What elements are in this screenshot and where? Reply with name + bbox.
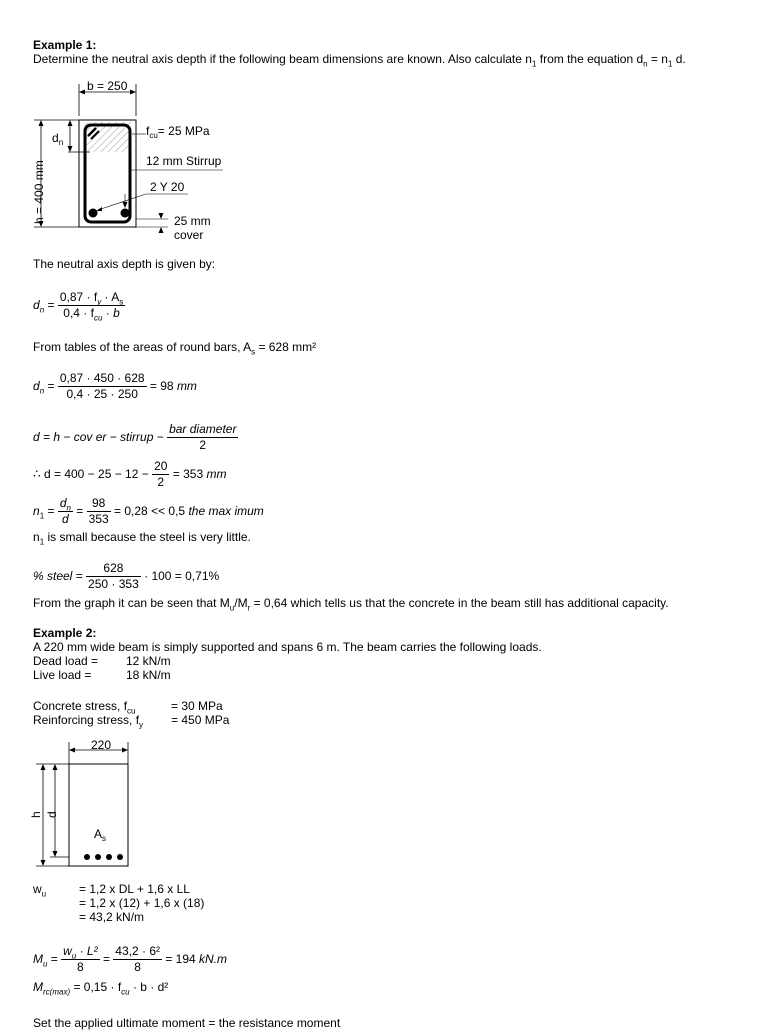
concrete-stress-value: = 30 MPa <box>171 699 223 713</box>
cover-label-2: cover <box>174 228 204 242</box>
dn-label: d <box>52 131 59 145</box>
reinforcing-stress-value: = 450 MPa <box>171 713 230 727</box>
equation-dn-general: $d_n$ = $\frac{0,87 \cdot f_y \cdot A_s}{0,4 \cdot f_{cu} \cdot b}$ <box>33 290 124 323</box>
bars-label: 2 Y 20 <box>150 180 185 194</box>
na-text: The neutral axis depth is given by: <box>33 257 216 271</box>
stirrup-label: 12 mm Stirrup <box>146 154 222 168</box>
equation-steel-percent: % steel = $\frac{628}{250 \cdot 353}$ · 100 = 0,71% <box>33 561 220 592</box>
svg-text:As: $A_s$ <box>94 827 107 843</box>
wu-line-1: = 1,2 x DL + 1,6 x LL <box>79 882 190 896</box>
graph-text: From the graph it can be seen that $M_u/M_r = 0,64$ which tells us that the concrete in the beam still has additional capacity. <box>33 596 669 613</box>
dead-load-label: Dead load = <box>33 654 99 668</box>
example-1-heading: Example 1: <box>33 38 97 52</box>
live-load-label: Live load = <box>33 668 92 682</box>
wu-line-3: = 43,2 kN/m <box>79 910 145 924</box>
svg-text:dn: $d_n$ <box>52 131 64 147</box>
cover-label-1: 25 mm <box>174 214 211 228</box>
h-label: h <box>29 811 43 818</box>
width-220-label: 220 <box>91 738 112 752</box>
example-2-heading: Example 2: <box>33 626 97 640</box>
concrete-stress-label: Concrete stress, $f_{cu}$ <box>33 699 136 716</box>
equation-mrc-max: $M_{rc(max)} = 0,15 \cdot f_{cu} \cdot b \cdot d^2$ <box>33 980 169 997</box>
example-1-intro: Determine the neutral axis depth if the following beam dimensions are known. Also calculate $n_1$ from the equation $d_n = n_1$ d. <box>33 52 686 69</box>
last-line: Set the applied ultimate moment = the resistance moment <box>33 1016 341 1030</box>
tables-text: From tables of the areas of round bars, $A_s = 628$ mm² <box>33 340 317 357</box>
svg-text:fcu= 25 MPa: $f_{cu}= 25$ MPa <box>146 124 210 140</box>
example-2-intro: A 220 mm wide beam is simply supported and spans 6 m. The beam carries the following loads. <box>33 640 542 654</box>
equation-n1: $n_1$ = $\frac{d_n}{d}$ = $\frac{98}{353}$ = 0,28 << 0,5 the max imum <box>33 496 264 527</box>
live-load-value: 18 kN/m <box>126 668 171 682</box>
d-label: d <box>45 811 59 818</box>
wu-label: $w_u$ <box>33 882 47 899</box>
beam-section-figure-1 <box>28 76 258 246</box>
wu-line-2: = 1,2 x (12) + 1,6 x (18) <box>79 896 205 910</box>
equation-d-general: d = h − cov er − stirrup − $\frac{\text{bar diameter}}{2}$ <box>33 422 237 453</box>
fcu-label: f <box>146 124 150 138</box>
as-label: A <box>94 827 103 841</box>
equation-d-value: ∴ d = 400 − 25 − 12 − $\frac{20}{2}$ = 353 mm <box>33 459 227 490</box>
reinforcing-stress-label: Reinforcing stress, $f_y$ <box>33 713 144 730</box>
n1-text: $n_1$ is small because the steel is very little. <box>33 530 251 547</box>
equation-dn-value: $d_n$ = $\frac{0,87 \cdot 450 \cdot 628}{0,4 \cdot 25 \cdot 250}$ = 98 mm <box>33 371 197 402</box>
beam-section-figure-2 <box>28 738 138 870</box>
h-dimension-label: h = 400 mm <box>32 160 46 224</box>
equation-mu: $M_u$ = $\frac{w_u \cdot L^2}{8}$ = $\frac{\text{43,2 · 6²}}{8}$ = 194 kN.m <box>33 944 228 975</box>
b-dimension-label: b = 250 <box>87 79 128 93</box>
dead-load-value: 12 kN/m <box>126 654 171 668</box>
